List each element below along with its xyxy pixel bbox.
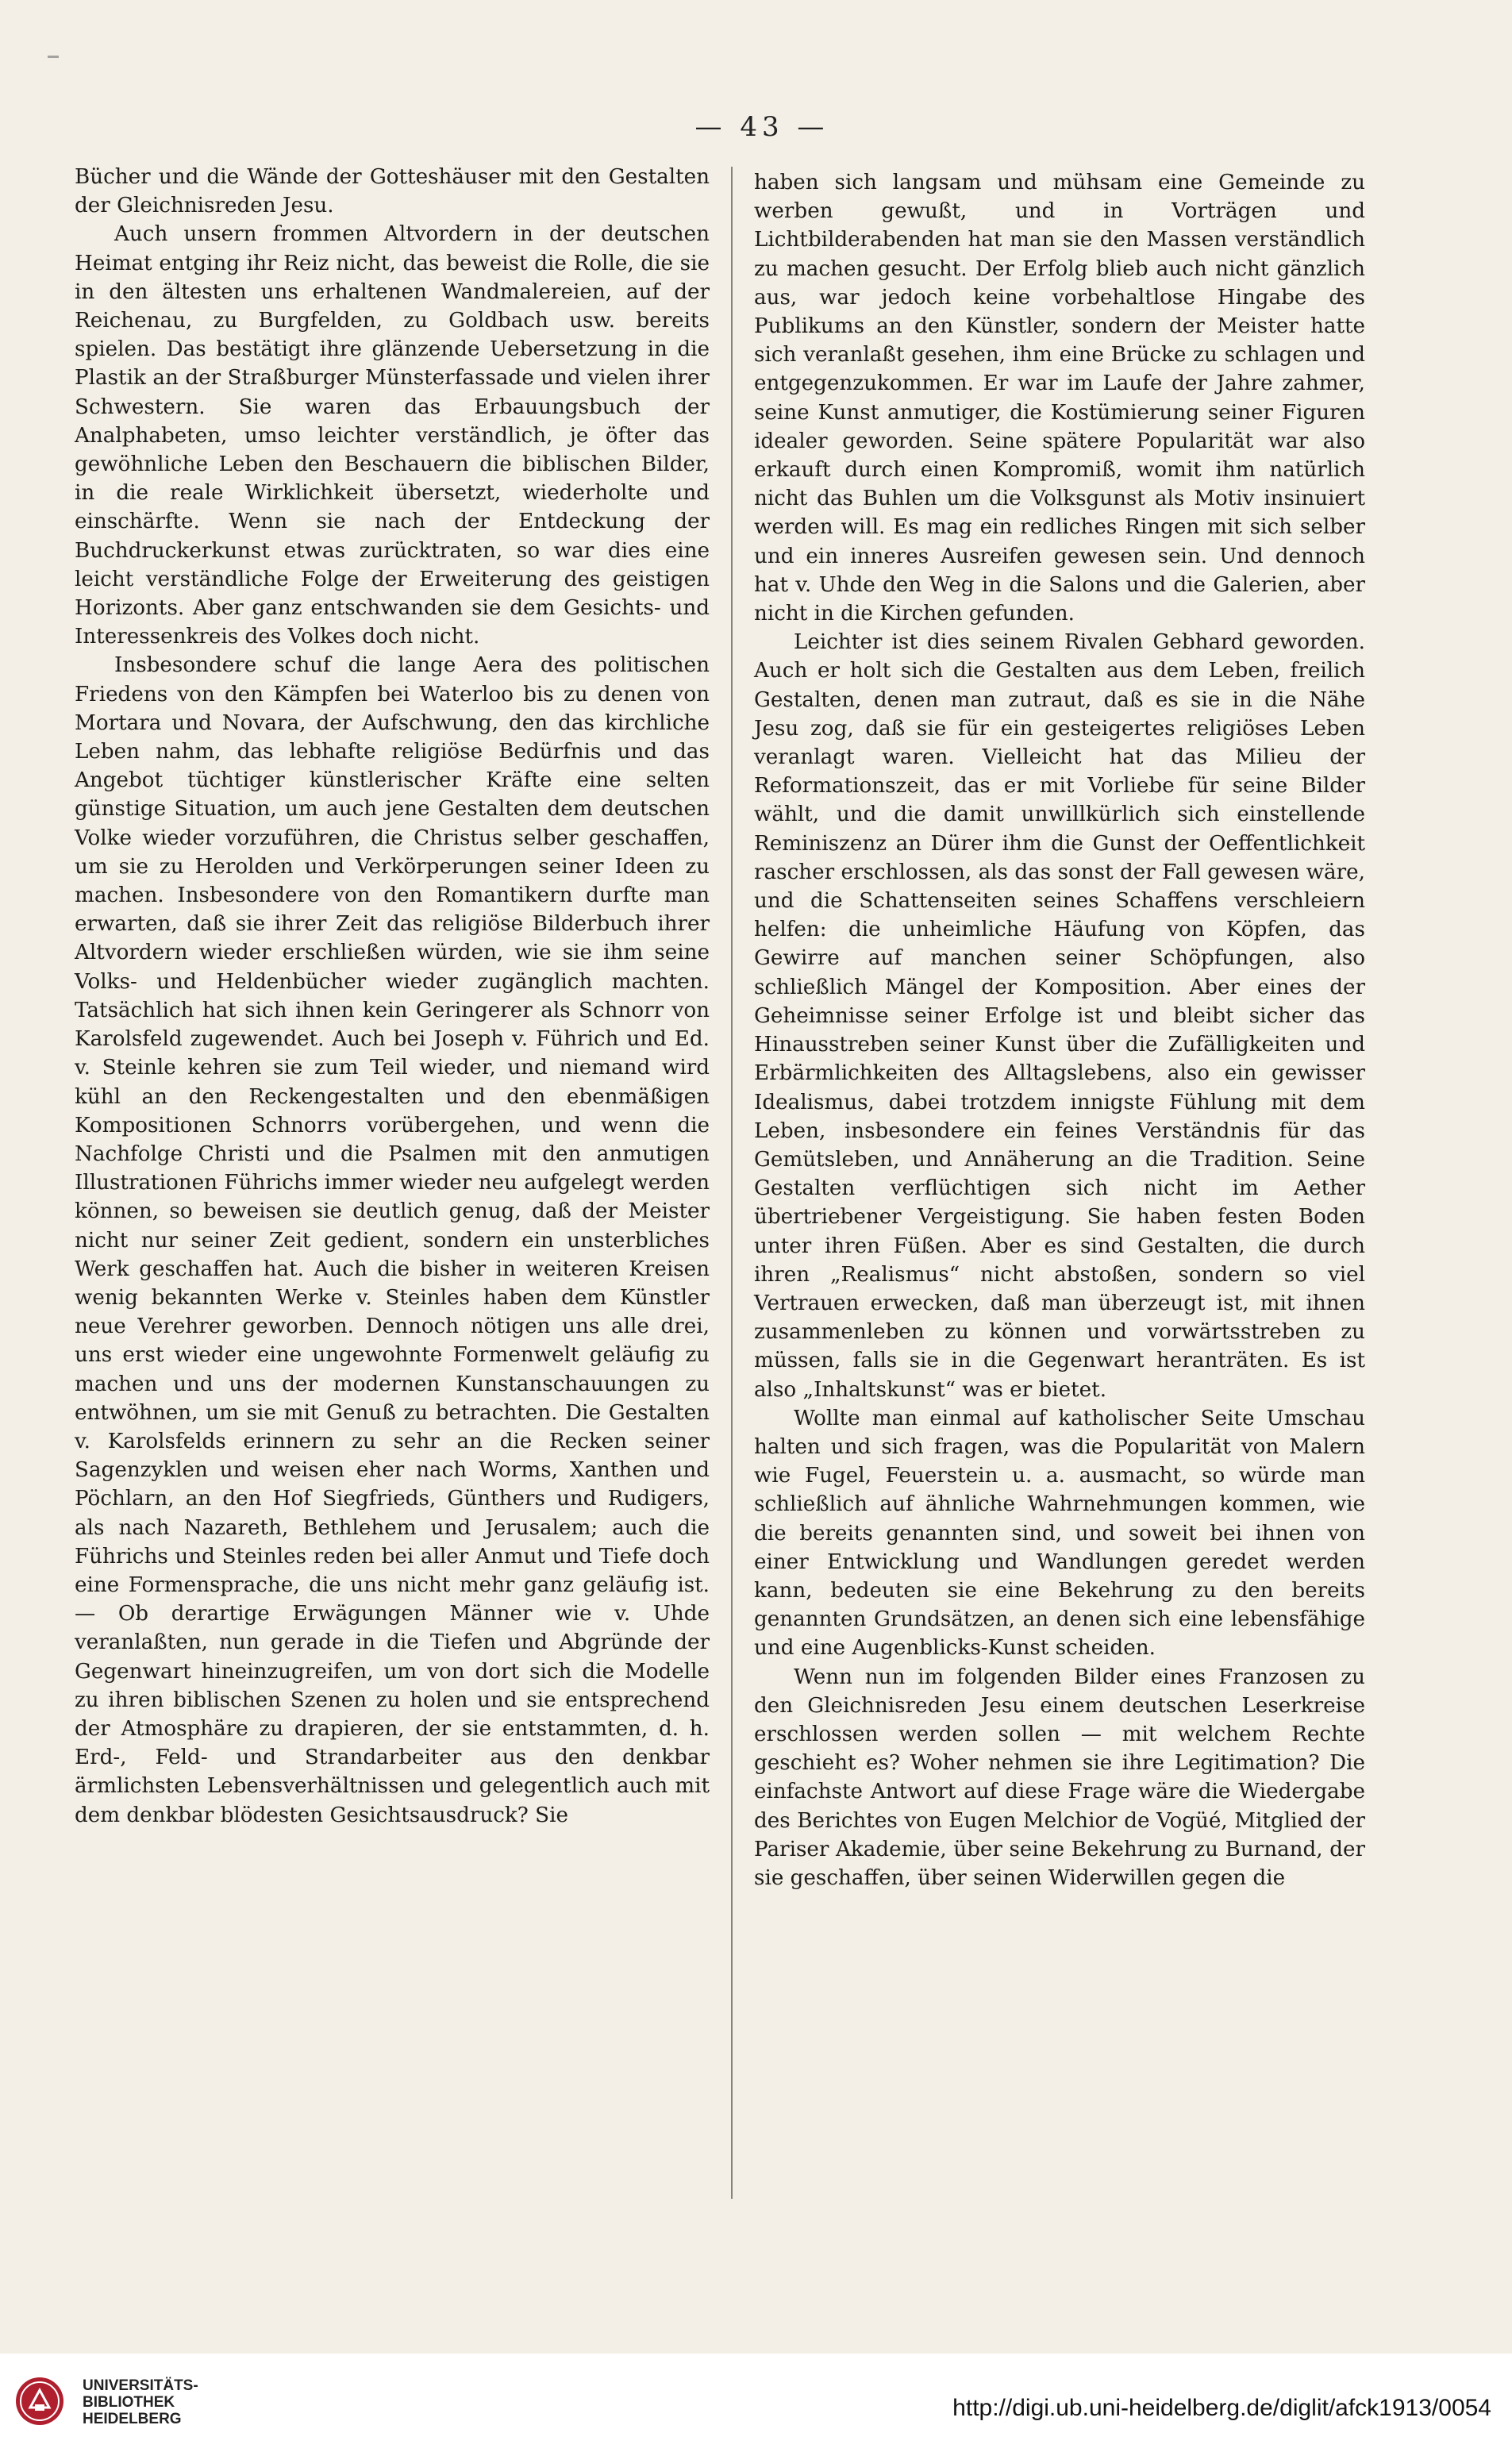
- paragraph: Leichter ist dies seinem Rivalen Gebhard geworden. Auch er holt sich die Gestalten aus dem Leben, freilich Gestalten, denen man zutraut, daß es sie in die Nähe Jesu zog, daß sie für ein gesteigertes religiöses Leben veranlagt waren. Vielleicht hat das Milieu der Reformationszeit, das er mit Vorliebe für seine Bilder wählt, und die damit unwillkürlich sich einstellende Reminiszenz an Dürer ihm die Gunst der Oeffentlichkeit rascher erschlossen, als das sonst der Fall gewesen wäre, und die Schattenseiten seines Schaffens verschleiern helfen: die unheimliche Häufung von Köpfen, das Gewirre auf manchen seiner Schöpfungen, also schließlich Mängel der Komposition. Aber eines der Geheimnisse seiner Erfolge ist und bleibt sicher das Hinausstreben seiner Kunst über die Zufälligkeiten und Erbärmlichkeiten des Alltagslebens, also ein gewisser Idealismus, dabei trotzdem innigste Fühlung mit dem Leben, insbesondere ein feines Verständnis für das Gemütsleben, und Annäherung an die Tradition. Seine Gestalten verflüchtigen sich nicht im Aether übertriebener Vergeistigung. Sie haben festen Boden unter ihren Füßen. Aber es sind Gestalten, die durch ihren „Realismus“ nicht abstoßen, sondern so viel Vertrauen erwecken, daß man überzeugt ist, mit ihnen zusammenleben zu können und vorwärtsstreben zu müssen, falls sie in die Gegenwart heranträten. Es ist also „Inhaltskunst“ was er bietet.: [754, 630, 1365, 1402]
- left-column: [75, 163, 710, 1830]
- library-line: UNIVERSITÄTS-: [83, 2377, 198, 2394]
- paragraph: Bücher und die Wände der Gotteshäuser mit den Gestalten der Gleichnisreden Jesu.: [75, 165, 710, 218]
- paragraph: Auch unsern frommen Altvordern in der deutschen Heimat entging ihr Reiz nicht, das beweist die Rolle, die sie in den ältesten uns erhaltenen Wandmalereien, auf der Reichenau, zu Burgfelden, zu Goldbach usw. bereits spielen. Das bestätigt ihre glänzende Uebersetzung in die Plastik an der Straßburger Münsterfassade und vielen ihrer Schwestern. Sie waren das Erbauungsbuch der Analphabeten, umso leichter verständlich, je öfter das gewöhnliche Leben den Beschauern die biblischen Bilder, in die reale Wirklichkeit übersetzt, wiederholte und einschärfte. Wenn sie nach der Entdeckung der Buchdruckerkunst etwas zurücktraten, so war dies eine leicht verständliche Folge der Erweiterung des geistigen Horizonts. Aber ganz entschwanden sie dem Gesichts- und Interessenkreis des Volkes doch nicht.: [75, 222, 710, 649]
- library-line: BIBLIOTHEK: [83, 2394, 175, 2411]
- university-seal-icon: [14, 2376, 65, 2427]
- library-line: HEIDELBERG: [83, 2411, 182, 2427]
- permalink-url[interactable]: http://digi.ub.uni-heidelberg.de/diglit/afck1913/0054: [952, 2395, 1491, 2421]
- paragraph: Insbesondere schuf die lange Aera des politischen Friedens von den Kämpfen bei Waterloo bis zu denen von Mortara und Novara, der Aufschwung, den das kirchliche Leben nahm, das lebhafte religiöse Bedürfnis und das Angebot tüchtiger künstlerischer Kräfte eine selten günstige Situation, um auch jene Gestalten dem deutschen Volke wieder vorzuführen, die Christus selber geschaffen, um sie zu Herolden und Verkörperungen seiner Ideen zu machen. Insbesondere von den Romantikern durfte man erwarten, daß sie ihrer Zeit das religiöse Bilderbuch ihrer Altvordern wieder erschließen würden, wie sie ihm seine Volks- und Heldenbücher wieder zugänglich machten. Tatsächlich hat sich ihnen kein Geringerer als Schnorr von Karolsfeld zugewendet. Auch bei Joseph v. Führich und Ed. v. Steinle kehren sie zum Teil wieder, und niemand wird kühl an den Reckengestalten und den ebenmäßigen Kompositionen Schnorrs vorübergehen, und wenn die Nachfolge Christi und die Psalmen mit den anmutigen Illustrationen Führichs immer wieder neu aufgelegt werden können, so beweisen sie deutlich genug, daß der Meister nicht nur seiner Zeit gedient, sondern ein unsterbliches Werk geschaffen hat. Auch die bisher in weiteren Kreisen wenig bekannten Werke v. Steinles haben dem Künstler neue Verehrer geworben. Dennoch nötigen uns alle drei, uns erst wieder eine ungewohnte Formenwelt geläufig zu machen und uns der modernen Kunstanschauungen zu entwöhnen, um sie mit Genuß zu betrachten. Die Gestalten v. Karolsfelds erinnern zu sehr an die Recken seiner Sagenzyklen und weisen eher nach Worms, Xanthen und Pöchlarn, an den Hof Siegfrieds, Günthers und Rudigers, als nach Nazareth, Bethlehem und Jerusalem; auch die Führichs und Steinles reden bei aller Anmut und Tiefe doch eine Formensprache, die uns nicht mehr ganz geläufig ist. — Ob derartige Erwägungen Männer wie v. Uhde veranlaßten, nun gerade in die Tiefen und Abgründe der Gegenwart hineinzugreifen, um von dort sich die Modelle zu ihren biblischen Szenen zu holen und sie entsprechend der Atmosphäre zu drapieren, der sie entstammten, d. h. Erd-, Feld- und Strandarbeiter aus den denkbar ärmlichsten Lebensverhältnissen und gelegentlich auch mit dem denkbar blödesten Gesichtsausdruck? Sie: [75, 653, 710, 1827]
- right-column: [754, 168, 1365, 1892]
- scan-mark: [48, 56, 59, 58]
- paragraph: haben sich langsam und mühsam eine Gemeinde zu werben gewußt, und in Vorträgen und Lichtbilderabenden hat man sie den Massen verständlich zu machen gesucht. Der Erfolg blieb auch nicht gänzlich aus, war jedoch keine vorbehaltlose Hingabe des Publikums an den Künstler, sondern der Meister hatte sich veranlaßt gesehen, ihm eine Brücke zu schlagen und entgegenzukommen. Er war im Laufe der Jahre zahmer, seine Kunst anmutiger, die Kostümierung seiner Figuren idealer geworden. Seine spätere Popularität war also erkauft durch einen Kompromiß, womit ihm natürlich nicht das Buhlen um die Volksgunst als Motiv insinuiert werden will. Es mag ein redliches Ringen mit sich selber und ein inneres Ausreifen gewesen sein. Und dennoch hat v. Uhde den Weg in die Salons und die Galerien, aber nicht in die Kirchen gefunden.: [754, 171, 1365, 626]
- library-name: [83, 2377, 198, 2427]
- page-number: — 43 —: [694, 111, 829, 143]
- footer-bar: [0, 2354, 1512, 2452]
- paragraph: Wenn nun im folgenden Bilder eines Franzosen zu den Gleichnisreden Jesu einem deutschen Leserkreise erschlossen werden sollen — mit welchem Rechte geschieht es? Woher nehmen sie ihre Legitimation? Die einfachste Antwort auf diese Frage wäre die Wiedergabe des Berichtes von Eugen Melchior de Vogüé, Mitglied der Pariser Akademie, über seine Bekehrung zu Burnand, der sie geschaffen, über seinen Widerwillen gegen die: [754, 1665, 1365, 1890]
- paragraph: Wollte man einmal auf katholischer Seite Umschau halten und sich fragen, was die Popularität von Malern wie Fugel, Feuerstein u. a. ausmacht, so würde man schließlich auf ähnliche Wahrnehmungen kommen, wie die bereits genannten sind, und soweit bei ihnen von einer Entwicklung und Wandlungen geredet werden kann, bedeuten sie eine Bekehrung zu den bereits genannten Grundsätzen, an denen sich eine lebensfähige und eine Augenblicks-Kunst scheiden.: [754, 1406, 1365, 1661]
- column-divider: [731, 167, 733, 2199]
